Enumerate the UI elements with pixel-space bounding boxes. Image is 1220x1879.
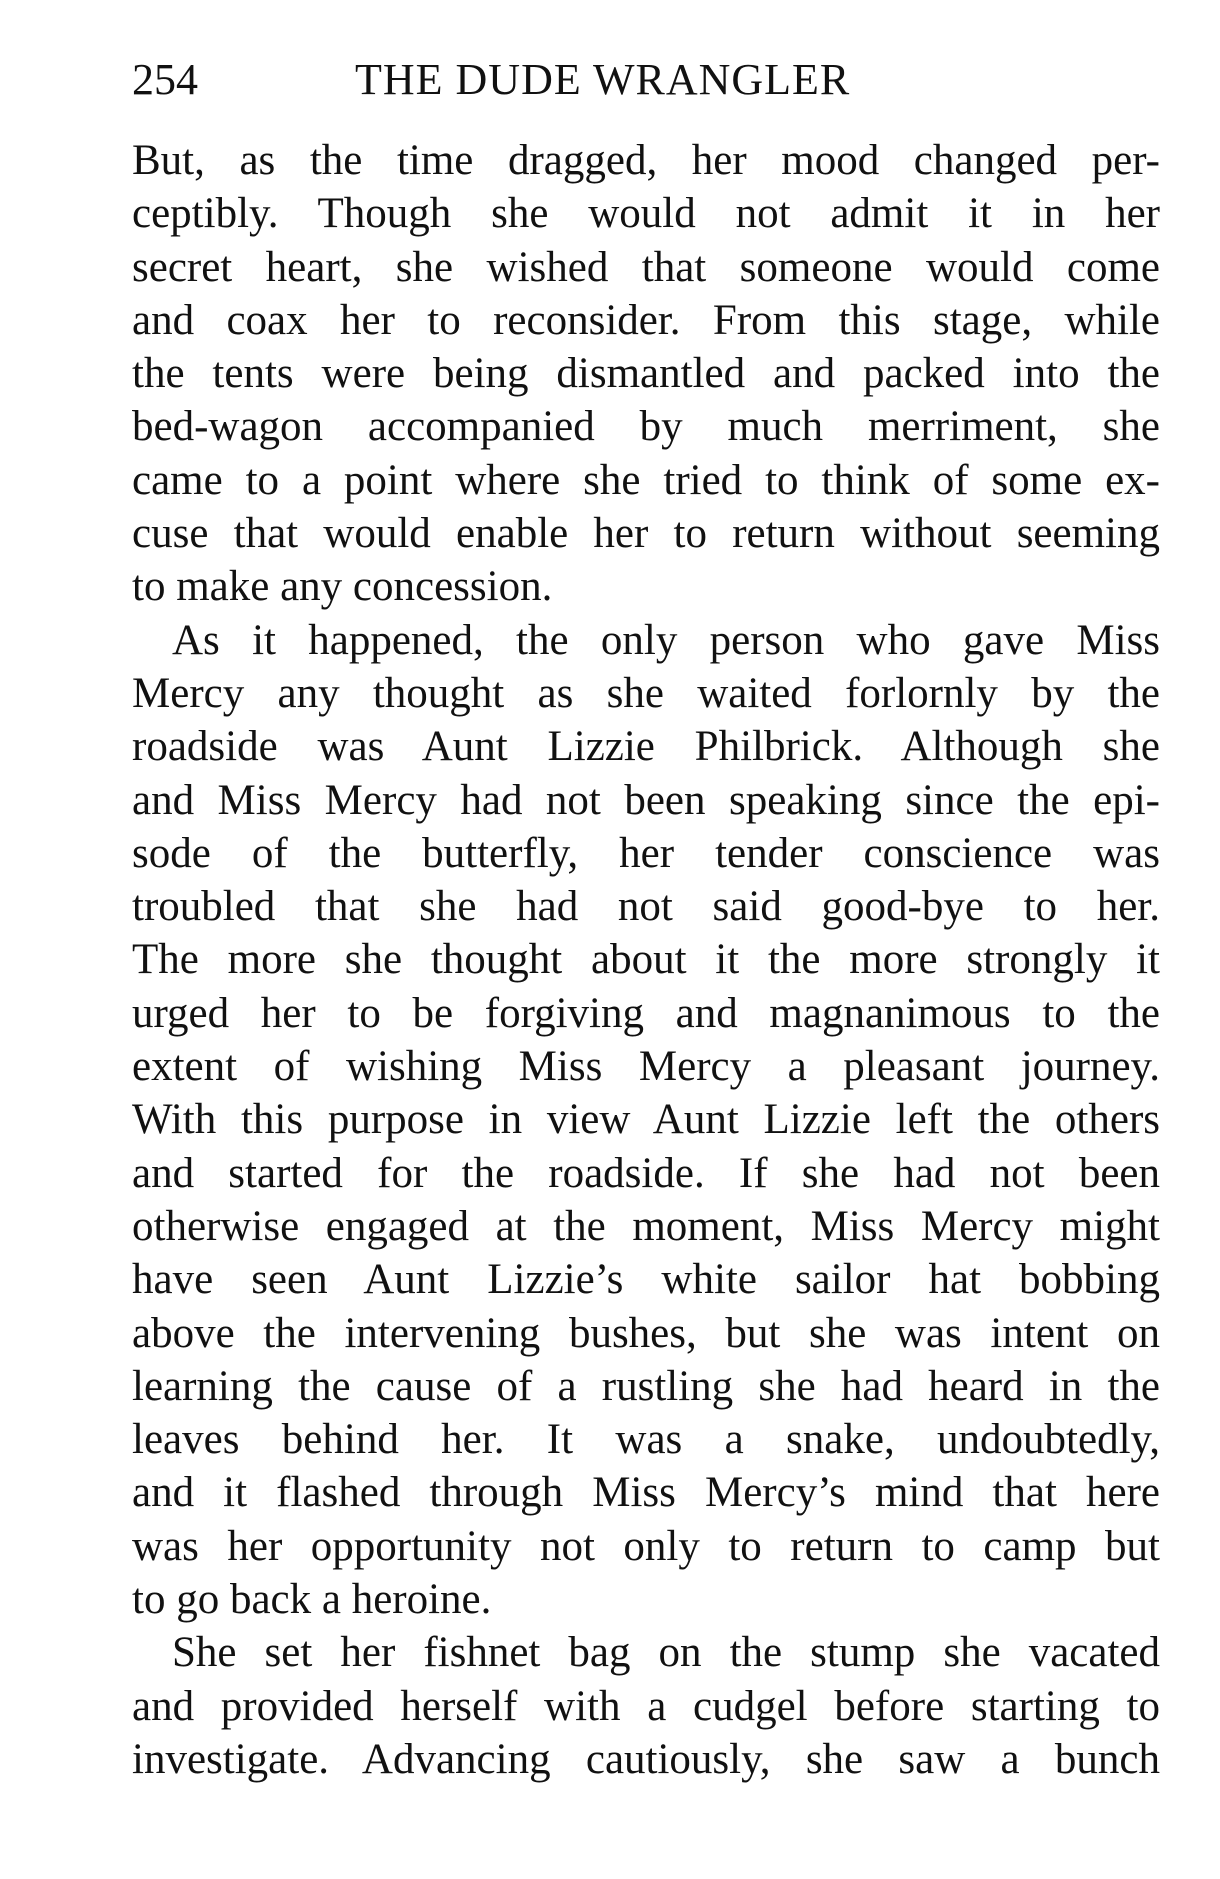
text-line: and it flashed through Miss Mercy’s mind that here: [132, 1469, 1160, 1517]
text-line: have seen Aunt Lizzie’s white sailor hat bobbing: [132, 1256, 1160, 1304]
running-title: THE DUDE WRANGLER: [355, 55, 851, 104]
text-line: was her opportunity not only to return to camp but: [132, 1522, 1160, 1570]
text-line: She set her fishnet bag on the stump she vacated: [172, 1629, 1160, 1677]
text-line: and coax her to reconsider. From this stage, while: [132, 296, 1160, 344]
text-line: otherwise engaged at the moment, Miss Mercy might: [132, 1202, 1160, 1250]
text-line: to go back a heroine.: [132, 1576, 492, 1624]
text-line: and Miss Mercy had not been speaking since the epi-: [132, 776, 1160, 824]
text-line: to make any concession.: [132, 563, 553, 611]
text-line: With this purpose in view Aunt Lizzie left the others: [132, 1096, 1160, 1144]
text-line: sode of the butterfly, her tender conscience was: [132, 829, 1160, 877]
text-line: came to a point where she tried to think of some ex-: [132, 456, 1160, 504]
text-line: investigate. Advancing cautiously, she saw a bunch: [132, 1735, 1160, 1783]
text-line: and started for the roadside. If she had not been: [132, 1149, 1160, 1197]
text-line: troubled that she had not said good-bye to her.: [132, 883, 1160, 931]
text-line: ceptibly. Though she would not admit it in her: [132, 190, 1160, 238]
text-line: cuse that would enable her to return without seeming: [132, 510, 1160, 558]
text-line: the tents were being dismantled and packed into the: [132, 350, 1160, 398]
text-line: urged her to be forgiving and magnanimous to the: [132, 989, 1160, 1037]
text-line: extent of wishing Miss Mercy a pleasant journey.: [132, 1043, 1160, 1091]
text-line: Mercy any thought as she waited forlornly by the: [132, 669, 1160, 717]
text-line: secret heart, she wished that someone would come: [132, 243, 1160, 291]
running-head: [132, 52, 1160, 108]
text-line: roadside was Aunt Lizzie Philbrick. Although she: [132, 723, 1160, 771]
text-line: and provided herself with a cudgel before starting to: [132, 1682, 1160, 1730]
page-number: 254: [132, 55, 198, 104]
text-line: above the intervening bushes, but she was intent on: [132, 1309, 1160, 1357]
text-line: learning the cause of a rustling she had heard in the: [132, 1362, 1160, 1410]
text-line: But, as the time dragged, her mood changed per-: [132, 137, 1160, 184]
text-line: The more she thought about it the more strongly it: [132, 936, 1160, 984]
text-line: bed-wagon accompanied by much merriment, she: [132, 403, 1160, 451]
text-line: leaves behind her. It was a snake, undoubtedly,: [132, 1416, 1160, 1464]
body-text: [132, 134, 1160, 1786]
text-line: As it happened, the only person who gave Miss: [172, 616, 1160, 664]
